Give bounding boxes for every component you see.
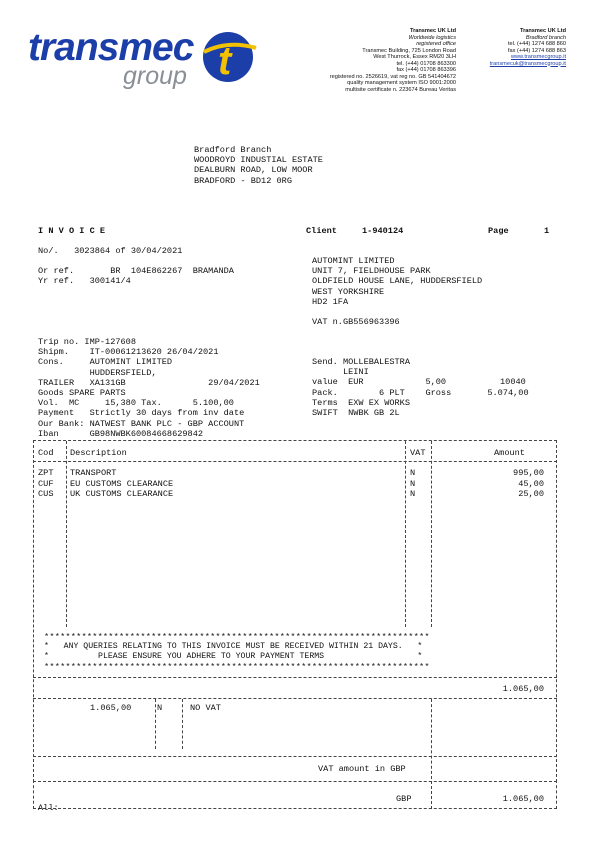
branch-line: DEALBURN ROAD, LOW MOOR — [194, 165, 313, 176]
company-line: fax (+44) 1274 688 863 — [507, 47, 566, 54]
company-line: registered office — [416, 41, 456, 47]
invoice-number: No/. 3023864 of 30/04/2021 — [38, 246, 183, 256]
customer-line: OLDFIELD HOUSE LANE, HUDDERSFIELD — [312, 276, 483, 287]
vat-taxable-amount: 1.065,00 — [90, 703, 132, 713]
row-amount: 995,00 — [513, 468, 544, 478]
notice-line-1: * ANY QUERIES RELATING TO THIS INVOICE MUST BE RECEIVED WITHIN 21 DAYS. * — [44, 642, 423, 651]
detail-line: Payment Strictly 30 days from inv date — [38, 408, 245, 419]
company-line: Transmec UK Ltd — [519, 28, 566, 34]
branch-line: WOODROYD INDUSTIAL ESTATE — [194, 155, 323, 166]
company-line: registered no. 2526619, vat reg no. GB 541404672 — [329, 73, 456, 80]
col-header-amount: Amount — [494, 448, 525, 458]
shipment-details — [38, 337, 260, 439]
row-vat: N — [410, 468, 416, 478]
footer-attachments: All: — [38, 803, 59, 813]
vat-code: N — [157, 703, 163, 713]
vat-col-divider — [155, 699, 156, 749]
logo-word-group: group — [123, 62, 187, 90]
row-cod: ZPT — [38, 468, 54, 478]
col-header-description: Description — [70, 448, 127, 458]
vat-summary-divider — [33, 698, 557, 699]
detail-line: Send. MOLLEBALESTRA — [312, 357, 410, 367]
customer-address — [312, 256, 482, 307]
detail-line: TRAILER XA131GB 29/04/2021 — [38, 377, 260, 388]
customer-line: UNIT 7, FIELDHOUSE PARK — [312, 266, 431, 277]
trailer-extra: 10040 — [500, 377, 526, 387]
company-line: Transmec Building, 725 London Road — [362, 47, 456, 54]
detail-line: Iban GB98NWBK60084668629842 — [38, 428, 204, 439]
table-header-divider — [33, 461, 557, 462]
logo-mark-letter: t — [218, 39, 232, 83]
company-line: multisite certificate n. 223674 Bureau Veritas — [345, 86, 456, 93]
total-amount: 1.065,00 — [502, 794, 544, 804]
company-info-left — [250, 28, 456, 93]
col-divider — [66, 441, 67, 627]
customer-line: AUTOMINT LIMITED — [312, 256, 395, 266]
detail-line: SWIFT NWBK GB 2L — [312, 408, 400, 419]
row-description: UK CUSTOMS CLEARANCE — [70, 489, 174, 499]
page-label: Page — [488, 226, 509, 236]
row-amount: 25,00 — [518, 489, 544, 499]
detail-line: Our Bank: NATWEST BANK PLC - GBP ACCOUNT — [38, 418, 245, 429]
company-line: Bradford branch — [525, 34, 566, 41]
detail-line: value EUR 5,00 — [312, 377, 447, 388]
row-vat: N — [410, 489, 416, 499]
subtotal-amount: 1.065,00 — [502, 684, 544, 694]
row-cod: CUS — [38, 489, 54, 499]
col-header-vat: VAT — [410, 448, 426, 458]
col-divider — [431, 441, 432, 627]
client-number: 1-940124 — [362, 226, 404, 236]
customer-line: HD2 1FA — [312, 296, 349, 307]
detail-line: LEINI — [312, 367, 369, 378]
row-description: TRANSPORT — [70, 468, 117, 478]
company-line: Transmec UK Ltd — [409, 28, 456, 34]
col-divider — [405, 441, 406, 627]
detail-line: HUDDERSFIELD, — [38, 367, 157, 378]
page-number: 1 — [544, 226, 550, 236]
vat-amount-divider — [33, 756, 557, 757]
customer-vat-number: VAT n.GB556963396 — [312, 317, 400, 327]
our-reference: Or ref. BR 104E862267 BRAMANDA — [38, 266, 234, 276]
detail-line: Cons. AUTOMINT LIMITED — [38, 357, 173, 368]
detail-line: Terms EXW EX WORKS — [312, 397, 410, 408]
client-label: Client — [306, 226, 337, 236]
branch-line: BRADFORD - BD12 0RG — [194, 175, 292, 186]
logo-mark-icon — [203, 32, 256, 83]
detail-line: Trip no. IMP-127608 — [38, 337, 136, 347]
col-header-cod: Cod — [38, 448, 54, 458]
company-line: Worldwide logistics — [408, 34, 456, 41]
row-vat: N — [410, 479, 416, 489]
row-cod: CUF — [38, 479, 54, 489]
company-email-link[interactable]: transmecuk@transmecgroup.it — [489, 60, 566, 67]
total-col-divider — [431, 781, 432, 809]
company-line: fax (+44) 01708 863396 — [396, 67, 456, 73]
subtotal-divider — [33, 677, 557, 678]
row-description: EU CUSTOMS CLEARANCE — [70, 479, 174, 489]
detail-line: Shipm. IT-00061213620 26/04/2021 — [38, 347, 219, 358]
your-reference: Yr ref. 300141/4 — [38, 276, 131, 286]
company-line: tel. (+44) 1274 688 860 — [507, 41, 566, 47]
shipment-details-right — [312, 357, 529, 418]
branch-address — [194, 145, 323, 186]
total-currency: GBP — [396, 794, 412, 804]
company-line: quality management system ISO 9001:2000 — [347, 80, 456, 86]
company-web-link[interactable]: www.transmecgroup.it — [510, 54, 566, 60]
vat-description: NO VAT — [190, 703, 221, 713]
vat-col-divider — [431, 699, 432, 779]
notice-line-2: * PLEASE ENSURE YOU ADHERE TO YOUR PAYMENT TERMS * — [44, 652, 423, 661]
company-line: tel. (+44) 01708 863300 — [396, 60, 456, 67]
customer-line: WEST YORKSHIRE — [312, 286, 385, 297]
row-amount: 45,00 — [518, 479, 544, 489]
vat-col-divider — [182, 699, 183, 749]
detail-line: Pack. 6 PLT Gross 5.074,00 — [312, 387, 529, 398]
company-info-right — [456, 28, 566, 67]
vat-amount-label: VAT amount in GBP — [318, 764, 406, 774]
detail-line: Vol. MC 15,380 Tax. 5.100,00 — [38, 398, 234, 409]
company-line: West Thurrock, Essex RM20 3LH — [373, 54, 456, 60]
branch-line: Bradford Branch — [194, 145, 272, 155]
invoice-title: I N V O I C E — [38, 226, 106, 236]
logo-word-transmec: transmec — [28, 26, 194, 69]
notice-stars-top: ************************************************************************ — [44, 632, 430, 642]
detail-line: Goods SPARE PARTS — [38, 388, 126, 399]
transmec-logo — [28, 22, 263, 90]
notice-stars-bottom: ************************************************************************ — [44, 662, 430, 672]
